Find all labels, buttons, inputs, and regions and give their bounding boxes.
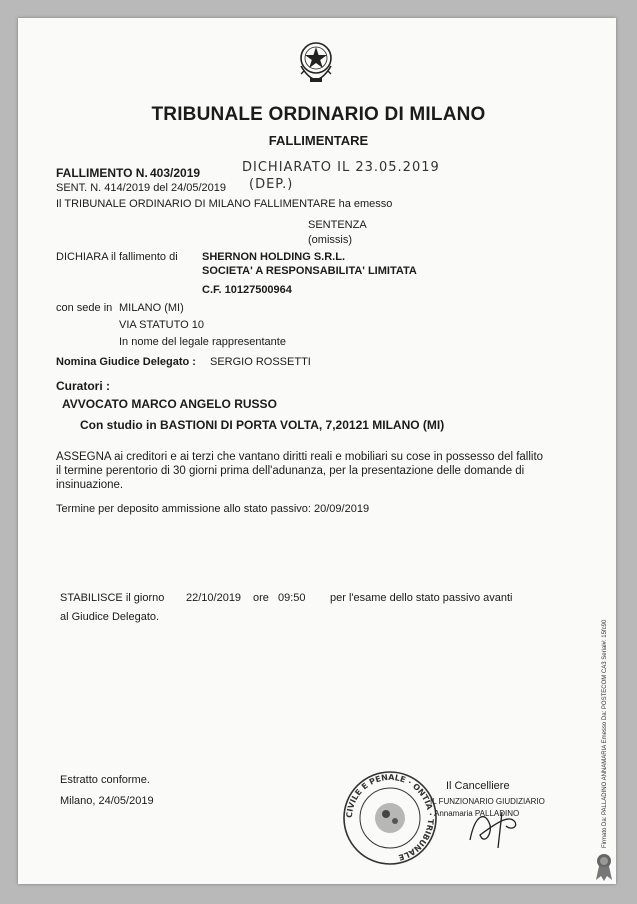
signature	[440, 800, 550, 850]
funzionario-label: IL FUNZIONARIO GIUDIZIARIO	[430, 797, 545, 806]
dichiara-label: DICHIARA il fallimento di	[56, 251, 178, 263]
fallimento-label: FALLIMENTO N.	[56, 166, 148, 180]
rosette-icon	[594, 852, 614, 882]
court-section: FALLIMENTARE	[268, 133, 369, 148]
judge-name: SERGIO ROSSETTI	[210, 356, 311, 368]
assegna-paragraph	[56, 450, 596, 492]
estratto-conforme: Estratto conforme.	[60, 774, 150, 786]
company-cf: C.F. 10127500964	[202, 284, 292, 296]
place-date: Milano, 24/05/2019	[60, 795, 154, 807]
representative-line: In nome del legale rappresentante	[119, 336, 286, 348]
sentenza-label: SENTENZA	[308, 219, 367, 231]
fallimento-number: 403/2019	[150, 166, 201, 180]
seal-text: CIVILE E PENALE · ONTIA · TRIBUNALE	[344, 772, 436, 862]
emblem-icon	[296, 38, 336, 84]
assegna-line-1: ASSEGNA ai creditori e ai terzi che vantano diritti reali e mobiliari su cose in possesso del fallito	[56, 451, 544, 463]
company-type: SOCIETA' A RESPONSABILITA' LIMITATA	[202, 265, 417, 277]
sentenza-number: SENT. N. 414/2019 del 24/05/2019	[56, 182, 227, 194]
company-street: VIA STATUTO 10	[119, 319, 204, 331]
court-title: TRIBUNALE ORDINARIO DI MILANO	[151, 104, 486, 125]
curatore-studio: Con studio in BASTIONI DI PORTA VOLTA, 7,20121 MILANO (MI)	[80, 418, 445, 432]
assegna-line-2: il termine perentorio di 30 giorni prima dell'adunanza, per la presentazione delle domande di	[56, 465, 525, 477]
ore-label: ore	[253, 592, 269, 604]
handwritten-declared-date: DICHIARATO IL 23.05.2019	[242, 160, 440, 175]
omissis-label: (omissis)	[308, 234, 352, 246]
sede-label: con sede in	[56, 302, 113, 314]
intro-line: Il TRIBUNALE ORDINARIO DI MILANO FALLIMENTARE ha emesso	[56, 198, 393, 210]
company-city: MILANO (MI)	[119, 302, 184, 314]
stabilisce-date: 22/10/2019	[186, 592, 242, 604]
handwritten-dep: (DEP.)	[249, 177, 294, 192]
curatore-name: AVVOCATO MARCO ANGELO RUSSO	[62, 397, 277, 411]
digital-signature-note: Firmato Da: PALLADINO ANNAMARIA Emesso Da: POSTECOM CA3 Serial#: 15fc90	[602, 619, 608, 848]
curatori-label: Curatori :	[56, 379, 110, 393]
stabilisce-purpose: per l'esame dello stato passivo avanti	[330, 592, 513, 604]
judge-label: Nomina Giudice Delegato :	[56, 356, 196, 368]
termine-line: Termine per deposito ammissione allo stato passivo: 20/09/2019	[56, 503, 370, 515]
stabilisce-line-2: al Giudice Delegato.	[60, 611, 160, 623]
company-name: SHERNON HOLDING S.R.L.	[202, 251, 346, 263]
funzionario-name: Annamaria PALLADINO	[434, 809, 520, 818]
cancelliere-label: Il Cancelliere	[446, 780, 510, 792]
assegna-line-3: insinuazione.	[56, 479, 124, 491]
stabilisce-label: STABILISCE il giorno	[60, 592, 165, 604]
court-seal	[340, 768, 440, 868]
stabilisce-time: 09:50	[278, 592, 306, 604]
